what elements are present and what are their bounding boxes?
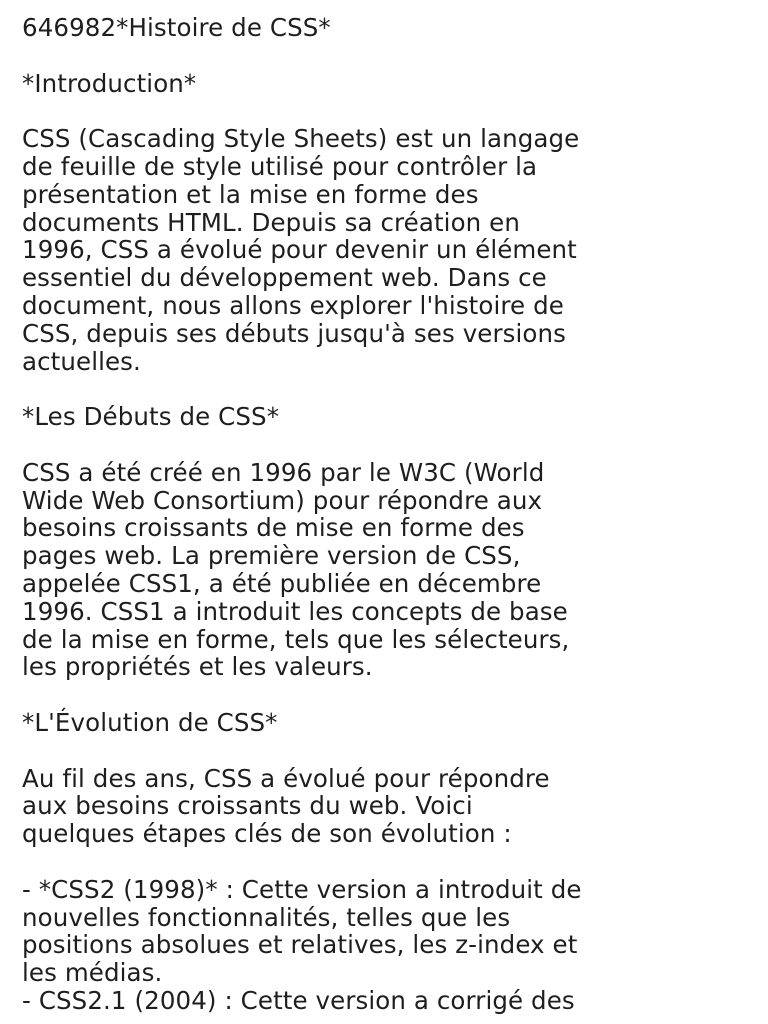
spacer xyxy=(22,42,750,70)
text-line: Wide Web Consortium) pour répondre aux xyxy=(22,485,543,515)
evolution-list xyxy=(22,876,750,1015)
spacer xyxy=(22,681,750,709)
paragraph-introduction xyxy=(22,125,750,375)
text-line: besoins croissants de mise en forme des xyxy=(22,513,525,543)
text-line: présentation et la mise en forme des xyxy=(22,179,479,209)
text-line: de feuille de style utilisé pour contrôler la xyxy=(22,151,538,181)
spacer xyxy=(22,737,750,765)
text-line: quelques étapes clés de son évolution : xyxy=(22,819,512,849)
text-line: document, nous allons explorer l'histoire de xyxy=(22,290,564,320)
text-line: les propriétés et les valeurs. xyxy=(22,652,373,682)
paragraph-debuts xyxy=(22,459,750,681)
text-line: 1996. CSS1 a introduit les concepts de base xyxy=(22,596,568,626)
text-line: appelée CSS1, a été publiée en décembre xyxy=(22,568,542,598)
text-line: CSS (Cascading Style Sheets) est un langage xyxy=(22,124,580,154)
text-line: pages web. La première version de CSS, xyxy=(22,541,521,571)
spacer xyxy=(22,375,750,403)
text-line: CSS, depuis ses débuts jusqu'à ses versions xyxy=(22,318,567,348)
text-line: Au fil des ans, CSS a évolué pour répondre xyxy=(22,763,550,793)
list-item-line: les médias. xyxy=(22,958,163,988)
spacer xyxy=(22,848,750,876)
section-heading-evolution: *L'Évolution de CSS* xyxy=(22,707,278,737)
text-line: documents HTML. Depuis sa création en xyxy=(22,207,520,237)
text-line: CSS a été créé en 1996 par le W3C (World xyxy=(22,457,545,487)
text-line: 1996, CSS a évolué pour devenir un élément xyxy=(22,235,577,265)
spacer xyxy=(22,431,750,459)
text-line: actuelles. xyxy=(22,346,141,376)
text-line: essentiel du développement web. Dans ce xyxy=(22,263,547,293)
section-heading-debuts: *Les Débuts de CSS* xyxy=(22,402,280,432)
document-title: 646982*Histoire de CSS* xyxy=(22,13,331,42)
list-item-line: - *CSS2 (1998)* : Cette version a introduit de xyxy=(22,874,582,904)
spacer xyxy=(22,97,750,125)
list-item-line: - CSS2.1 (2004) : Cette version a corrigé des xyxy=(22,985,575,1015)
text-line: aux besoins croissants du web. Voici xyxy=(22,791,473,821)
list-item-line: positions absolues et relatives, les z-index et xyxy=(22,930,578,960)
paragraph-evolution xyxy=(22,765,750,848)
list-item-line: nouvelles fonctionnalités, telles que les xyxy=(22,902,511,932)
section-heading-introduction: *Introduction* xyxy=(22,68,197,98)
text-line: de la mise en forme, tels que les sélecteurs, xyxy=(22,624,570,654)
